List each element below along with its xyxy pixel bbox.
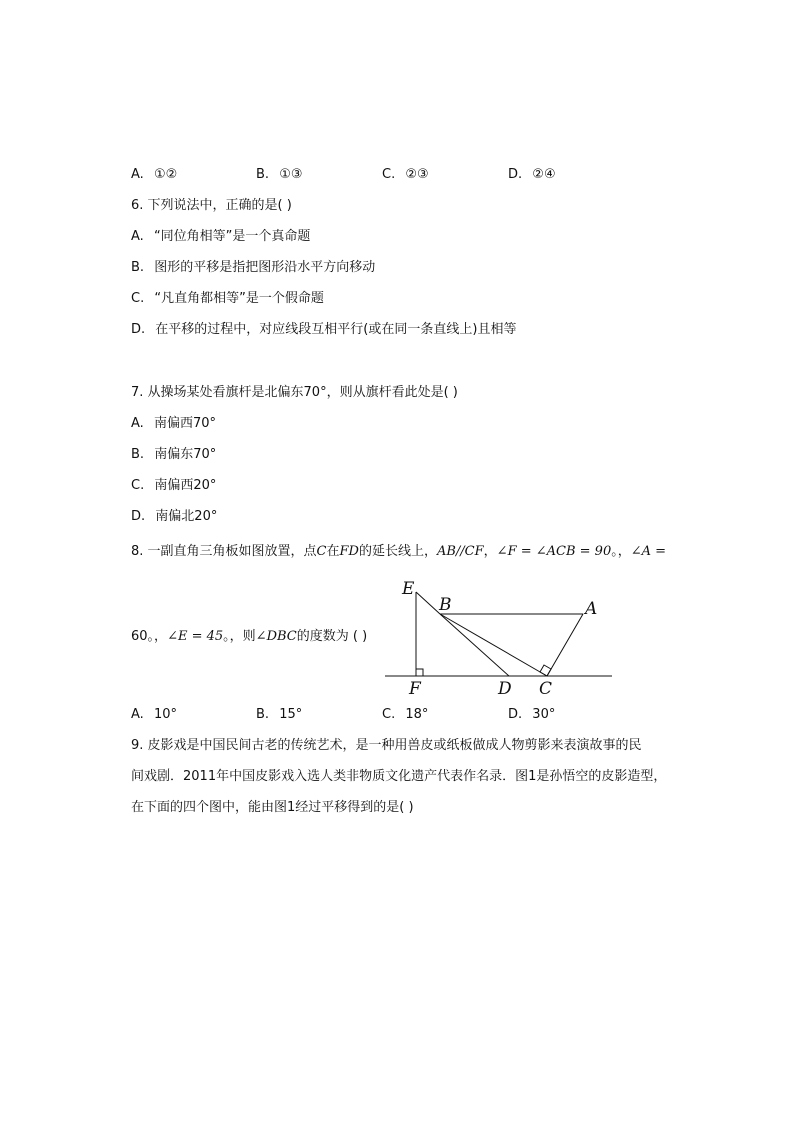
option-text: 在平移的过程中，对应线段互相平行(或在同一条直线上)且相等 [155, 322, 517, 337]
segment-eb [416, 592, 440, 614]
q7-stem: 7. 从操场某处看旗杆是北偏东70°，则从旗杆看此处是( ) [131, 385, 458, 400]
q8-option-a [131, 706, 177, 724]
segment-bc [440, 614, 547, 676]
q8-stem-line1 [131, 543, 666, 561]
option-text: 18° [405, 707, 429, 722]
q8-stem-line2 [131, 628, 367, 646]
option-text: “同位角相等”是一个真命题 [153, 229, 311, 244]
stem-text: 。， [147, 629, 168, 644]
right-angle-mark-f [416, 669, 423, 676]
option-label: B. [131, 447, 145, 462]
option-label: B. [256, 167, 270, 182]
q5-option-a [131, 166, 177, 184]
q5-option-b [256, 166, 303, 184]
label-f: F [409, 679, 421, 699]
stem-text: 。，则 [223, 629, 256, 644]
q6-option-d [131, 321, 516, 339]
segment-ac [547, 614, 583, 676]
q6-stem: 6. 下列说法中，正确的是( ) [131, 198, 292, 213]
q7-option-b [131, 446, 216, 464]
stem-text: 60 [131, 629, 148, 644]
option-text: ②③ [405, 167, 429, 182]
option-label: C. [382, 167, 396, 182]
q8-option-b [256, 706, 302, 724]
point-c: C [316, 544, 327, 559]
option-text: 图形的平移是指把图形沿水平方向移动 [154, 260, 376, 275]
q7-option-c [131, 477, 216, 495]
q7-option-d [131, 508, 217, 526]
parallel-expression: AB//CF [436, 544, 484, 559]
stem-text: 的度数为 ( ) [296, 629, 368, 644]
q8-option-d [508, 706, 555, 724]
q6-option-c [131, 290, 324, 308]
right-angle-mark-c [540, 665, 551, 676]
option-text: ②④ [532, 167, 556, 182]
label-e: E [402, 579, 415, 599]
option-text: 15° [279, 707, 303, 722]
stem-text: 8. 一副直角三角板如图放置，点 [131, 544, 317, 559]
option-text: 30° [532, 707, 556, 722]
option-label: C. [131, 291, 145, 306]
label-d: D [498, 679, 512, 699]
angle-expression: ∠F = ∠ACB = 90 [496, 544, 612, 559]
option-text: 南偏西70° [153, 416, 216, 431]
label-b: B [439, 595, 452, 615]
segment-bd [440, 614, 509, 676]
angle-e-expression: ∠E = 45 [167, 629, 224, 644]
q9-stem-line2: 间戏剧．2011年中国皮影戏入选人类非物质文化遗产代表作名录．图1是孙悟空的皮影造型， [131, 769, 667, 784]
stem-text: 。， [611, 544, 631, 559]
option-text: 南偏西20° [154, 478, 217, 493]
q6-option-a [131, 228, 310, 246]
option-label: B. [256, 707, 270, 722]
q7-option-a [131, 415, 216, 433]
option-label: C. [382, 707, 396, 722]
option-label: B. [131, 260, 145, 275]
option-text: 南偏东70° [154, 447, 217, 462]
q5-option-c [382, 166, 429, 184]
option-text: 南偏北20° [155, 509, 218, 524]
angle-a-expression: ∠A = [630, 544, 667, 559]
option-label: A. [131, 416, 144, 431]
option-label: D. [131, 509, 146, 524]
option-text: 10° [153, 707, 177, 722]
option-label: A. [131, 229, 144, 244]
segment-fd: FD [339, 544, 359, 559]
stem-text: 在 [326, 544, 340, 559]
label-c: C [539, 679, 553, 699]
option-text: ①③ [279, 167, 303, 182]
stem-text: ， [483, 544, 497, 559]
option-label: C. [131, 478, 145, 493]
q9-stem-line3: 在下面的四个图中，能由图1经过平移得到的是( ) [131, 800, 414, 815]
label-a: A [585, 599, 598, 619]
q8-option-c [382, 706, 428, 724]
q6-option-b [131, 259, 375, 277]
q9-stem-line1: 9. 皮影戏是中国民间古老的传统艺术，是一种用兽皮或纸板做成人物剪影来表演故事的民 [131, 738, 642, 753]
option-label: A. [131, 167, 144, 182]
angle-dbc: ∠DBC [255, 629, 297, 644]
option-label: D. [508, 707, 523, 722]
option-label: A. [131, 707, 144, 722]
option-label: D. [508, 167, 523, 182]
option-text: “凡直角都相等”是一个假命题 [154, 291, 324, 306]
stem-text: 的延长线上， [358, 544, 437, 559]
q5-option-d [508, 166, 556, 184]
option-text: ①② [153, 167, 178, 182]
q8-triangle-figure [380, 570, 620, 700]
option-label: D. [131, 322, 146, 337]
